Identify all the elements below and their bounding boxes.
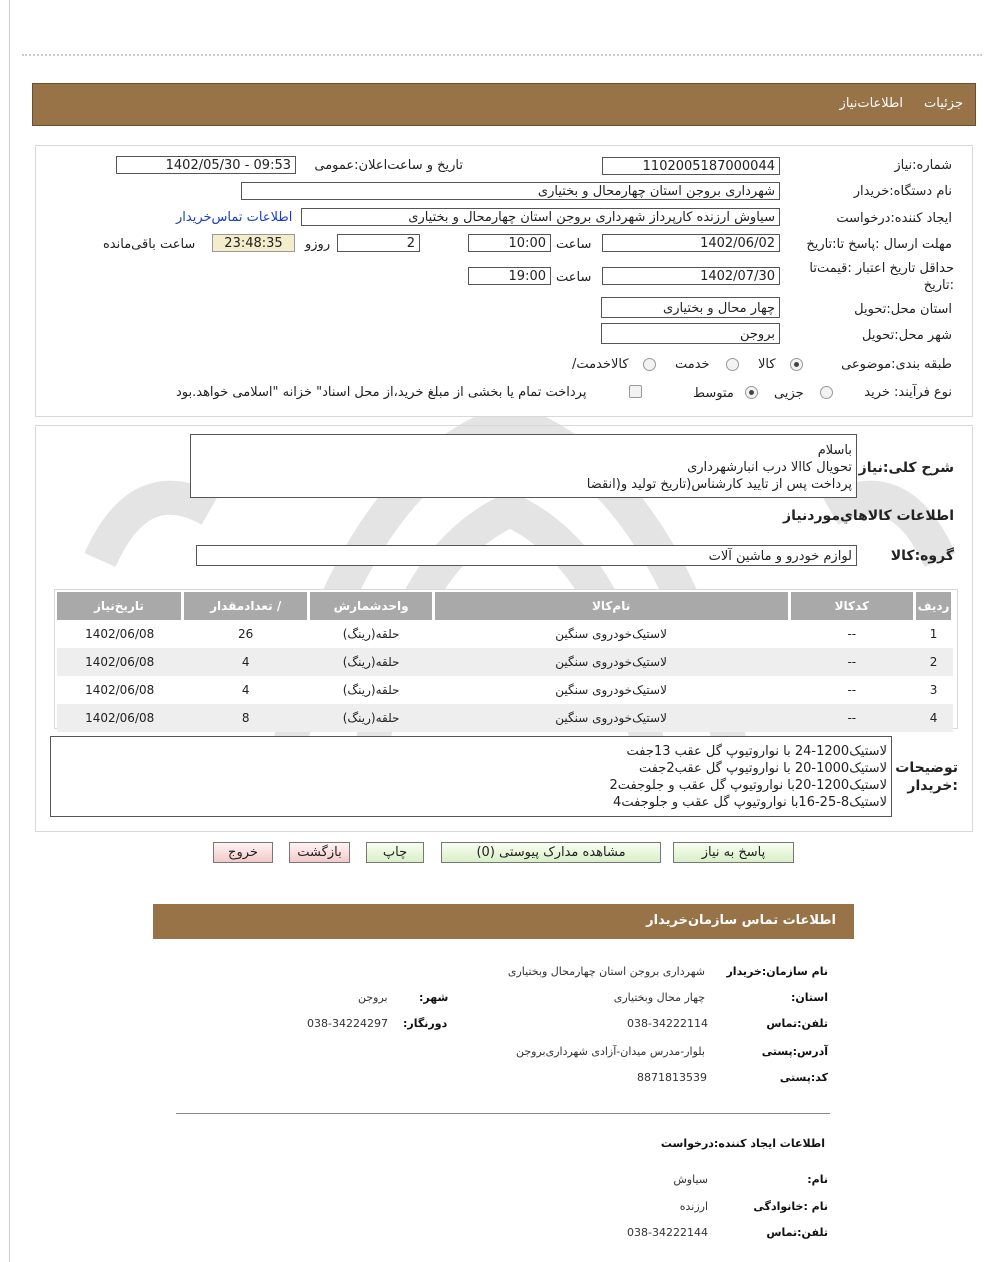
table-row (57, 676, 953, 704)
contact-postal-value: 8871813539 (637, 1071, 707, 1084)
creator-phone-label: تلفن:تماس (766, 1226, 828, 1239)
contact-city-label: :شهر (419, 991, 449, 1004)
description-line: پرداخت پس از تایید کارشناس(تاریخ تولید و(انقضا (586, 477, 852, 492)
contact-province-label: :استان (790, 991, 828, 1004)
treasury-payment-checkbox[interactable] (629, 385, 642, 398)
note-line: لاستیک1000-20 با نواروتیوپ گل عقب2جفت (638, 761, 887, 776)
cell-qty: 8 (182, 704, 309, 732)
contact-address-value: بلوار-مدرس میدان-آزادی شهرداری‌بروجن (516, 1045, 705, 1058)
cell-row: 1 (915, 620, 953, 648)
delivery-province-field: چهار محال و بختیاری (601, 297, 780, 318)
buyer-contact-header (153, 904, 854, 939)
contact-fax-value: 038-34224297 (307, 1017, 388, 1030)
cell-qty: 4 (182, 648, 309, 676)
days-field: 2 (337, 234, 420, 252)
header-bar (32, 83, 976, 126)
creator-name-label: :نام (807, 1173, 828, 1186)
table-row (57, 704, 953, 732)
org-name-value: شهرداری بروجن استان چهارمحال وبختیاری (507, 965, 705, 978)
contact-postal-label: کد:پستی (779, 1071, 828, 1084)
contact-phone-label: تلفن:تماس (766, 1017, 828, 1030)
remaining-label: ساعت باقی‌مانده (103, 237, 196, 252)
view-attachments-button[interactable]: مشاهده مدارک پیوستی (0) (441, 842, 661, 863)
cell-name: لاستیک‌خودروی سنگین (433, 648, 789, 676)
validity-date-field: 1402/07/30 (602, 267, 780, 285)
top-dotted-divider (22, 54, 982, 56)
deadline-date-field: 1402/06/02 (602, 234, 780, 252)
cell-code: -- (789, 648, 915, 676)
process-minor-label: جزیی (774, 386, 804, 401)
note-line: لاستیک1200-24 با نواروتیوپ گل عقب 13جفت (626, 744, 887, 759)
announce-field: 1402/05/30 - 09:53 (116, 156, 296, 174)
col-qty: / تعدادمقدار (182, 592, 309, 620)
deadline-time-field: 10:00 (468, 234, 551, 252)
delivery-city-label: شهر محل:تحویل (862, 328, 952, 343)
creator-label: ایجاد کننده:درخواست (836, 211, 952, 226)
category-label: طبقه بندی:موضوعی (841, 357, 952, 372)
general-description-label: شرح کلی:نیاز (858, 460, 954, 476)
cell-date: 1402/06/08 (57, 676, 182, 704)
cell-name: لاستیک‌خودروی سنگین (433, 620, 789, 648)
page-left-border (9, 0, 10, 1262)
contact-city-value: بروجن (358, 991, 388, 1004)
cell-code: -- (789, 704, 915, 732)
creator-info-title: اطلاعات ایجاد کننده:درخواست (660, 1137, 825, 1150)
cell-qty: 26 (182, 620, 309, 648)
creator-name-value: سیاوش (673, 1173, 708, 1186)
cell-name: لاستیک‌خودروی سنگین (433, 704, 789, 732)
validity-label: حداقل تاریخ اعتبار :قیمت‌تا :تاریخ (809, 261, 954, 293)
announce-label: تاریخ و ساعت‌اعلان:عمومی (314, 158, 463, 173)
cell-row: 2 (915, 648, 953, 676)
deadline-time-label: ساعت (556, 237, 592, 252)
need-no-label: شماره:نیاز (894, 158, 952, 173)
description-line: باسلام (817, 443, 852, 458)
contact-province-value: چهار محال وبختیاری (613, 991, 705, 1004)
col-date: تاریخ‌نیاز (57, 592, 182, 620)
delivery-province-label: استان محل:تحویل (854, 302, 952, 317)
table-row (57, 648, 953, 676)
process-label: نوع فرآیند: خرید (864, 385, 952, 400)
process-medium-label: متوسط (693, 386, 734, 401)
cell-date: 1402/06/08 (57, 648, 182, 676)
cell-row: 3 (915, 676, 953, 704)
delivery-city-field: بروجن (601, 323, 780, 344)
note-line: لاستیک1200-20با نواروتیوپ گل عقب و جلوجفت2 (609, 778, 887, 793)
buyer-field: شهرداری بروجن استان چهارمحال و بختیاری (241, 182, 780, 200)
exit-button[interactable]: خروج (213, 842, 273, 863)
category-goods-label: کالا (758, 357, 776, 372)
col-code: کدکالا (789, 592, 915, 620)
col-name: نام‌کالا (433, 592, 789, 620)
goods-group-label: گروه:کالا (890, 548, 954, 564)
process-medium-radio[interactable] (745, 386, 758, 399)
cell-unit: حلقه(رینگ) (309, 676, 433, 704)
buyer-notes-label-2: :خریدار (907, 778, 958, 794)
buyer-contact-link[interactable]: اطلاعات تماس‌خریدار (176, 210, 293, 225)
contact-fax-label: :دورنگار (403, 1017, 448, 1030)
cell-row: 4 (915, 704, 953, 732)
category-goods-service-radio[interactable] (643, 358, 656, 371)
creator-phone-value: 038-34222144 (627, 1226, 708, 1239)
validity-time-field: 19:00 (468, 267, 551, 285)
buyer-notes-box (50, 736, 892, 817)
org-name-label: نام سازمان:خریدار (726, 965, 828, 978)
buyer-notes-label-1: توضیحات (895, 760, 958, 776)
cell-unit: حلقه(رینگ) (309, 648, 433, 676)
col-row: ردیف (915, 592, 953, 620)
table-row (57, 620, 953, 648)
description-line: تحویال کاالا درب انبارشهرداری (687, 460, 852, 475)
back-button[interactable]: بازگشت (289, 842, 350, 863)
creator-field: سیاوش ارزنده کارپرداز شهرداری بروجن استان چهارمحال و بختیاری (301, 208, 780, 226)
process-minor-radio[interactable] (820, 386, 833, 399)
creator-family-value: ارزنده (679, 1200, 708, 1213)
cell-code: -- (789, 620, 915, 648)
contact-address-label: آدرس:پستی (761, 1045, 828, 1058)
cell-date: 1402/06/08 (57, 620, 182, 648)
cell-unit: حلقه(رینگ) (309, 620, 433, 648)
note-line: لاستیک8-25-16با نواروتیوپ گل عقب و جلوجفت4 (613, 795, 887, 810)
print-button[interactable]: چاپ (366, 842, 424, 863)
col-unit: واحدشمارش (309, 592, 433, 620)
cell-name: لاستیک‌خودروی سنگین (433, 676, 789, 704)
reply-button[interactable]: پاسخ به نیاز (673, 842, 794, 863)
cell-date: 1402/06/08 (57, 704, 182, 732)
category-goods-service-label: کالاخدمت/ (572, 357, 629, 372)
need-no-field: 1102005187000044 (602, 157, 780, 175)
creator-family-label: نام :خانوادگی (753, 1200, 828, 1213)
cell-unit: حلقه(رینگ) (309, 704, 433, 732)
days-label: روزو (305, 237, 331, 252)
contact-phone-value: 038-34222114 (627, 1017, 708, 1030)
category-service-label: خدمت (675, 357, 710, 372)
general-description-box (190, 434, 857, 498)
buyer-label: نام دستگاه:خریدار (853, 184, 952, 199)
buyer-contact-title: اطلاعات تماس سازمان‌خریدار (646, 913, 836, 928)
goods-group-field: لوازم خودرو و ماشین آلات (196, 545, 857, 566)
remaining-time-field: 23:48:35 (212, 234, 295, 252)
goods-table (57, 592, 954, 732)
validity-time-label: ساعت (556, 270, 592, 285)
tab-details[interactable]: جزئیات (924, 96, 963, 111)
cell-qty: 4 (182, 676, 309, 704)
deadline-label: مهلت ارسال :پاسخ تا:تاریخ (806, 237, 952, 252)
contact-divider (176, 1113, 830, 1114)
treasury-payment-note: پرداخت تمام یا بخشی از مبلغ خرید،از محل اسناد" خزانه "اسلامی خواهد.بود (176, 385, 587, 400)
category-service-radio[interactable] (726, 358, 739, 371)
required-goods-title: اطلاعات کالاهاي‌موردنیاز (783, 508, 954, 524)
category-goods-radio[interactable] (790, 358, 803, 371)
cell-code: -- (789, 676, 915, 704)
tab-need-info[interactable]: اطلاعات‌نیاز (839, 96, 903, 111)
